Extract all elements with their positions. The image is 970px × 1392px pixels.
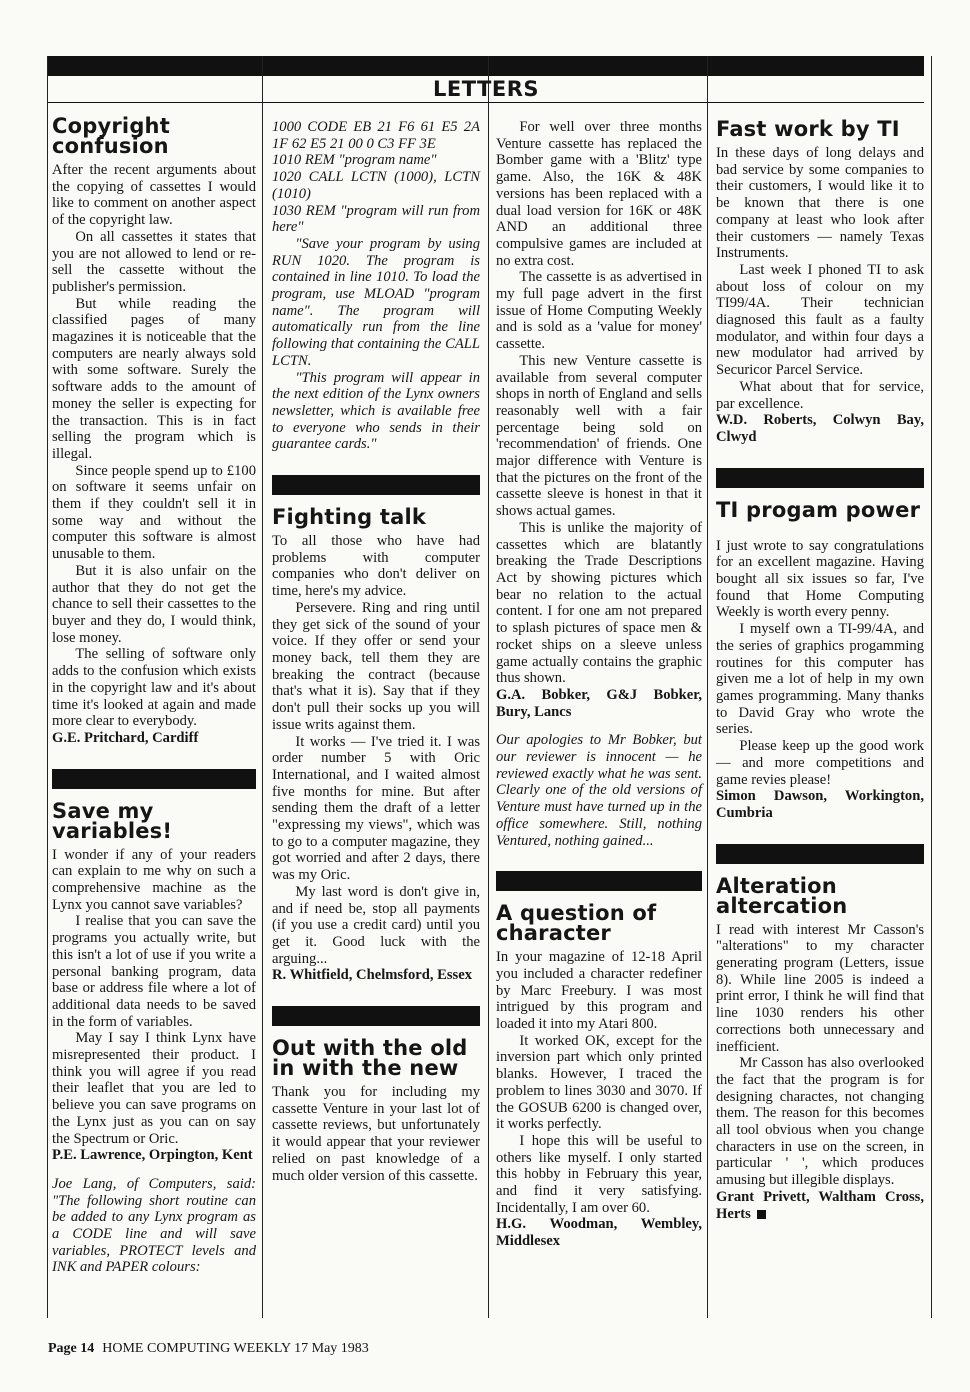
letter-question-of-character bbox=[496, 903, 702, 1250]
letter-paragraph: Thank you for including my cassette Venture in your last lot of cassette reviews, but unfortunately it would appear that your reviewer relied on past knowledge of a much older version of this cassette. bbox=[272, 1084, 480, 1184]
letter-heading: Fast work by TI bbox=[716, 117, 900, 141]
letter-paragraph: I myself own a TI-99/4A, and the series of graphics progamming routines for this computer has given me a lot of help in my own games programming. Many thanks to David Gray who wrote the series. bbox=[716, 621, 924, 738]
letter-paragraph: The selling of software only adds to the confusion which exists in the copyright law and it's about time it's looked at again and made more clear to everybody. bbox=[52, 646, 256, 730]
column-1 bbox=[52, 116, 256, 1276]
divider-bar bbox=[496, 871, 702, 891]
divider-bar bbox=[272, 1006, 480, 1026]
editor-reply: "This program will appear in the next edition of the Lynx owners newsletter, which is available free to everyone who sends in their guarantee cards." bbox=[272, 369, 480, 453]
letter-paragraph: The cassette is as advertised in my full page advert in the first issue of Home Computing Weekly and is sold as a 'value for money' cassette. bbox=[496, 269, 702, 353]
editor-reply: Joe Lang, of Computers, said: "The following short routine can be added to any Lynx program as a CODE line and will save variables, PROTECT levels and INK and PAPER colours: bbox=[52, 1175, 256, 1276]
letter-paragraph: I just wrote to say congratulations for an excellent magazine. Having bought all six issues so far, I've found that Home Computing Weekly is worth every penny. bbox=[716, 537, 924, 621]
column-rule bbox=[707, 56, 708, 1318]
letter-signature: G.E. Pritchard, Cardiff bbox=[52, 729, 199, 746]
letter-paragraph: But while reading the classified pages of many magazines it is noticeable that the computers are nearly always sold with some software. Surely the software adds to the amount of money the seller is expecting for the transaction. This is in fact selling the program which is illegal. bbox=[52, 295, 256, 462]
divider-bar bbox=[52, 769, 256, 789]
divider-bar bbox=[272, 475, 480, 495]
signature-text: Grant Privett, Waltham Cross, Herts bbox=[716, 1188, 924, 1222]
column-rule bbox=[931, 56, 932, 1318]
editor-reply: Our apologies to Mr Bobker, but our reviewer is innocent — he reviewed exactly what he was sent. Clearly one of the old versions of Venture must have turned up in the office somewhere. Still, nothing Ventured, nothing gained... bbox=[496, 732, 702, 849]
column-3 bbox=[496, 119, 702, 1250]
letter-paragraph: What about that for service, par excellence. bbox=[716, 378, 924, 412]
letter-fighting-talk bbox=[272, 507, 480, 984]
divider-bar bbox=[716, 468, 924, 488]
letter-paragraph: Since people spend up to £100 on software it seems unfair on them if they couldn't sell it in some way and without the computer this software is almost unusable to them. bbox=[52, 462, 256, 563]
letter-paragraph: May I say I think Lynx have misrepresented their product. I think you will agree if you read their leaflet that you are led to believe you can save programs on the Lynx just as you can on say the Spectrum or Oric. bbox=[52, 1030, 256, 1147]
letter-signature: P.E. Lawrence, Orpington, Kent bbox=[52, 1147, 253, 1164]
letter-paragraph: This new Venture cassette is available from several computer shops in north of England and sells reasonably well with a fair percentage being sold on 'recommendation' of friends. One major difference with Venture is that the pictures on the front of the cassette sleeve is honest in that it shows actual games. bbox=[496, 352, 702, 520]
letter-paragraph: It worked OK, except for the inversion part which only printed blanks. However, I traced the problem to lines 3030 and 3070. If the GOSUB 6200 is changed over, it works perfectly. bbox=[496, 1032, 702, 1133]
code-line: 1010 REM "program name" bbox=[272, 152, 437, 169]
letter-alteration-altercation bbox=[716, 873, 924, 1223]
letter-heading: TI progam power bbox=[716, 497, 921, 522]
letter-heading: Out with the old in with the new bbox=[272, 1036, 468, 1081]
letter-paragraph: In these days of long delays and bad service by some companies to their customers, I would like it to be known that there is one company at least who look after their customers — namely Texas Instruments. bbox=[716, 145, 924, 262]
letter-heading: Save my variables! bbox=[52, 798, 173, 843]
letter-paragraph: I read with interest Mr Casson's "alterations" to my character generating program (Letters, issue 8). While line 2005 is indeed a print error, I think he will find that line 1030 renders his other corrections both unnecessary and inefficient. bbox=[716, 921, 924, 1055]
letter-paragraph: This is unlike the majority of cassettes which are blatantly breaking the Trade Descriptions Act by showing pictures which bear no relation to the actual content. I for one am not prepared to splash pictures of space men & rocket ships on a sleeve unless game actually contains the graphic thus shown. bbox=[496, 519, 702, 687]
letter-signature: H.G. Woodman, Wembley, Middlesex bbox=[496, 1216, 702, 1250]
column-rule bbox=[488, 56, 489, 1318]
letter-paragraph: I hope this will be useful to others like myself. I only started this hobby in February this year, and find it very satisfying. Incidentally, I am over 60. bbox=[496, 1132, 702, 1216]
letter-paragraph: I wonder if any of your readers can explain to me why on such a comprehensive machine as the Lynx you cannot save variables? bbox=[52, 846, 256, 913]
page-footer bbox=[48, 1340, 369, 1358]
letter-heading: Copyright confusion bbox=[52, 114, 170, 158]
section-rule bbox=[48, 102, 924, 103]
letter-paragraph: But it is also unfair on the author that they do not get the chance to sell their cassettes to the buyer and they do, I would think, lose money. bbox=[52, 562, 256, 646]
letter-paragraph: After the recent arguments about the copying of cassettes I would like to comment on another aspect of the copyright law. bbox=[52, 162, 256, 229]
letter-signature: W.D. Roberts, Colwyn Bay, Clwyd bbox=[716, 412, 924, 445]
letter-paragraph: My last word is don't give in, and if need be, stop all payments (if you use a credit card) until you get it. Good luck with the arguing... bbox=[272, 883, 480, 967]
letter-signature: G.A. Bobker, G&J Bobker, Bury, Lancs bbox=[496, 686, 702, 720]
letter-copyright bbox=[52, 116, 256, 747]
column-rule bbox=[262, 56, 263, 1318]
section-title: LETTERS bbox=[433, 77, 539, 101]
column-rule bbox=[47, 56, 48, 1318]
letter-paragraph: On all cassettes it states that you are not allowed to lend or re-sell the cassette without the publisher's permission. bbox=[52, 228, 256, 295]
letter-heading: Fighting talk bbox=[272, 505, 427, 530]
column-4 bbox=[716, 119, 924, 1222]
letter-paragraph: I realise that you can save the programs you actually write, but this isn't a lot of use if you write a personal banking program, data base or address file where a lot of additional data needs to be saved in the form of variables. bbox=[52, 913, 256, 1030]
letter-paragraph: Persevere. Ring and ring until they get sick of the sound of your voice. If they offer or send your money back, tell them they are breaking the contract (because that's what it is). Say that if they don't pull their socks up you will issue writs against them. bbox=[272, 599, 480, 733]
letter-save-variables bbox=[52, 798, 256, 1277]
publication-line: HOME COMPUTING WEEKLY 17 May 1983 bbox=[102, 1341, 369, 1356]
letter-signature: Simon Dawson, Workington, Cumbria bbox=[716, 788, 924, 821]
letter-paragraph: It works — I've tried it. I was order number 5 with Oric International, and I waited almost five months for mine. But after sending them the draft of a letter "expressing my views", which was to go to a computer magazine, they got worried and after 2 days, there was my Oric. bbox=[272, 733, 480, 884]
letter-fast-work-by-ti bbox=[716, 119, 924, 446]
editor-reply: "Save your program by using RUN 1020. The program is contained in line 1010. To load the program, use MLOAD "program name". The program will automatically run from the line following that containing the CALL LCTN. bbox=[272, 235, 480, 369]
letter-paragraph: Last week I phoned TI to ask about loss of colour on my TI99/4A. Their technician diagnosed this fault as a faulty modulator, and within four days a new modulator had arrived by Securicor Parcel Service. bbox=[716, 261, 924, 379]
column-2 bbox=[272, 119, 480, 1184]
letter-heading: A question of character bbox=[496, 901, 657, 946]
letter-paragraph: Mr Casson has also overlooked the fact that the program is for designing charactes, not changing them. The reason for this becomes all tool obvious when you change characters in use on the screen, in particular ' ', which produces amusing but illegible displays. bbox=[716, 1055, 924, 1189]
letter-signature bbox=[716, 1189, 924, 1222]
letter-out-with-the-old bbox=[272, 1038, 480, 1184]
letter-ti-progam-power bbox=[716, 497, 924, 822]
letter-paragraph: To all those who have had problems with computer companies who don't deliver on time, here's my advice. bbox=[272, 533, 480, 600]
code-line: 1020 CALL LCTN (1000), LCTN (1010) bbox=[272, 169, 480, 202]
page-number: Page 14 bbox=[48, 1341, 95, 1356]
code-line: 1000 CODE EB 21 F6 61 E5 2A 1F 62 E5 21 00 0 C3 FF 3E bbox=[272, 119, 480, 152]
letter-heading: Alteration altercation bbox=[716, 873, 848, 918]
end-of-section-mark bbox=[757, 1210, 766, 1219]
letter-paragraph: In your magazine of 12-18 April you included a character redefiner by Marc Freebury. I was most intrigued by this program and loaded it into my Atari 800. bbox=[496, 949, 702, 1033]
letter-signature: R. Whitfield, Chelmsford, Essex bbox=[272, 967, 472, 984]
letter-paragraph: For well over three months Venture cassette has replaced the Bomber game with a 'Blitz' type game. Also, the 16K & 48K versions has been replaced with a dual load version for 16K or 48K AND an additional three compulsive games are included at no extra cost. bbox=[496, 119, 702, 269]
code-line: 1030 REM "program will run from here" bbox=[272, 202, 480, 236]
letter-paragraph: Please keep up the good work — and more competitions and game revies please! bbox=[716, 738, 924, 788]
page-top-bar bbox=[48, 56, 924, 76]
divider-bar bbox=[716, 844, 924, 864]
